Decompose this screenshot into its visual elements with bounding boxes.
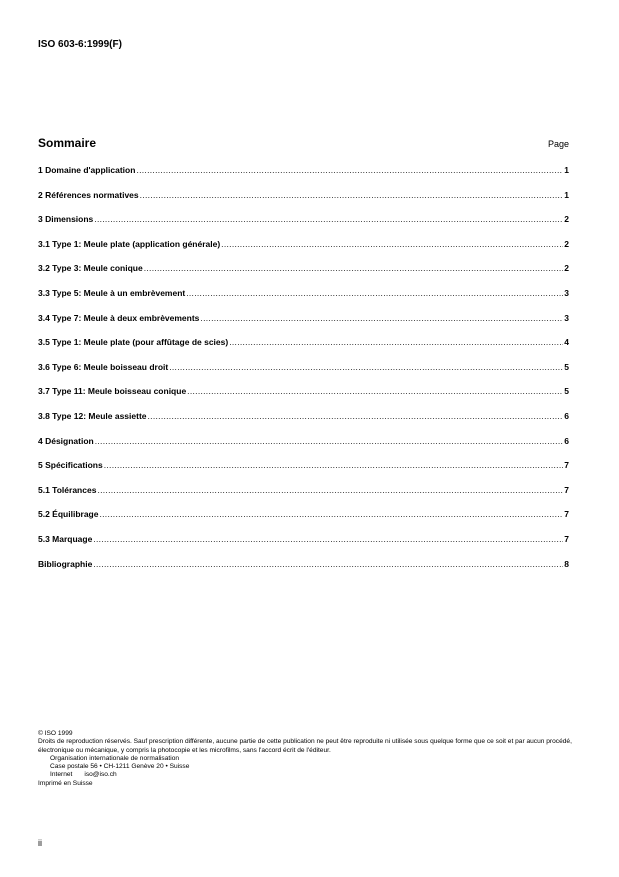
- toc-entry-title: 3.7 Type 11: Meule boisseau conique: [38, 386, 187, 397]
- copyright-symbol-line: © ISO 1999: [38, 730, 73, 737]
- toc-dot-leader: [229, 337, 563, 347]
- toc-entry-page: 1: [564, 165, 569, 175]
- toc-entry-page: 2: [564, 214, 569, 225]
- toc-entry[interactable]: [38, 509, 569, 534]
- toc-dot-leader: [93, 534, 563, 544]
- toc-entry-page: 5: [564, 386, 569, 397]
- toc-dot-leader: [148, 411, 564, 421]
- toc-entry-title: 3.4 Type 7: Meule à deux embrèvements: [38, 312, 200, 323]
- toc-entry-title: 3.8 Type 12: Meule assiette: [38, 410, 147, 421]
- email-link[interactable]: iso@iso.ch: [84, 771, 117, 779]
- toc-entry[interactable]: [38, 190, 569, 215]
- toc-entry[interactable]: [38, 485, 569, 510]
- toc-entry[interactable]: [38, 460, 569, 485]
- toc-entry-title: Bibliographie: [38, 558, 93, 569]
- toc-entry-title: 3.5 Type 1: Meule plate (pour affûtage de scies): [38, 337, 229, 348]
- toc-entry-page: 4: [564, 337, 569, 348]
- toc-dot-leader: [99, 509, 563, 519]
- toc-entry[interactable]: [38, 288, 569, 313]
- toc-entry[interactable]: [38, 411, 569, 436]
- toc-dot-leader: [97, 485, 563, 495]
- toc-entry[interactable]: [38, 436, 569, 461]
- toc-entry-title: 2 Références normatives: [38, 189, 139, 200]
- toc-entry[interactable]: [38, 386, 569, 411]
- toc-dot-leader: [144, 263, 564, 273]
- toc-entry-page: 5: [564, 361, 569, 372]
- toc-dot-leader: [200, 313, 563, 323]
- toc-dot-leader: [136, 165, 563, 175]
- toc-dot-leader: [187, 386, 563, 396]
- toc-entry[interactable]: [38, 559, 569, 584]
- toc-dot-leader: [186, 288, 563, 298]
- toc-dot-leader: [95, 436, 564, 446]
- toc-entry-title: 3.1 Type 1: Meule plate (application générale): [38, 238, 221, 249]
- toc-entry-title: 3.2 Type 3: Meule conique: [38, 263, 143, 274]
- toc-dot-leader: [221, 239, 563, 249]
- internet-line: [38, 771, 578, 779]
- toc-dot-leader: [104, 460, 564, 470]
- postal-address: Case postale 56 • CH-1211 Genève 20 • Suisse: [50, 763, 190, 771]
- toc-entry-page: 2: [564, 238, 569, 249]
- toc-entry[interactable]: [38, 239, 569, 264]
- page-column-label: Page: [547, 139, 569, 149]
- document-code: ISO 603-6:1999(F): [38, 39, 122, 50]
- organization-name: Organisation internationale de normalisation: [50, 754, 180, 762]
- internet-label: Internet: [50, 771, 73, 779]
- table-of-contents: [38, 165, 569, 583]
- copyright-notice: [38, 730, 578, 788]
- toc-dot-leader: [169, 362, 563, 372]
- toc-entry-page: 1: [564, 189, 569, 200]
- toc-entry[interactable]: [38, 337, 569, 362]
- toc-dot-leader: [93, 559, 563, 569]
- toc-entry[interactable]: [38, 534, 569, 559]
- toc-entry-page: 7: [564, 533, 569, 544]
- toc-entry-page: 2: [564, 263, 569, 274]
- rights-statement: Droits de reproduction réservés. Sauf prescription différente, aucune partie de cette publication ne peut être reproduite ni utilisée sous quelque forme que ce soit et par aucun procédé, électronique ou mécanique, y compris la photocopie et les microfilms, sans l'accord écrit de l'éditeur.: [38, 738, 572, 754]
- toc-entry-title: 5 Spécifications: [38, 460, 103, 471]
- toc-heading: Sommaire: [38, 136, 97, 150]
- toc-entry-page: 7: [564, 509, 569, 520]
- toc-entry-page: 7: [564, 484, 569, 495]
- toc-entry[interactable]: [38, 362, 569, 387]
- toc-entry-title: 1 Domaine d'application: [38, 165, 136, 175]
- toc-entry-page: 3: [564, 312, 569, 323]
- toc-entry-title: 4 Désignation: [38, 435, 94, 446]
- toc-entry[interactable]: [38, 313, 569, 338]
- toc-dot-leader: [94, 214, 563, 224]
- toc-entry[interactable]: [38, 214, 569, 239]
- toc-entry-title: 5.2 Équilibrage: [38, 509, 99, 520]
- toc-entry-title: 3 Dimensions: [38, 214, 94, 225]
- toc-dot-leader: [140, 190, 564, 200]
- toc-entry[interactable]: [38, 165, 569, 190]
- toc-entry-page: 6: [564, 435, 569, 446]
- toc-entry-title: 5.3 Marquage: [38, 533, 93, 544]
- toc-entry-page: 7: [564, 460, 569, 471]
- printed-in: Imprimé en Suisse: [38, 779, 93, 787]
- toc-entry-title: 3.6 Type 6: Meule boisseau droit: [38, 361, 169, 372]
- toc-entry-page: 3: [564, 287, 569, 298]
- toc-entry[interactable]: [38, 263, 569, 288]
- toc-entry-page: 6: [564, 410, 569, 421]
- toc-entry-page: 8: [564, 558, 569, 569]
- toc-entry-title: 3.3 Type 5: Meule à un embrèvement: [38, 287, 186, 298]
- page-number: ii: [38, 838, 42, 848]
- toc-entry-title: 5.1 Tolérances: [38, 484, 97, 495]
